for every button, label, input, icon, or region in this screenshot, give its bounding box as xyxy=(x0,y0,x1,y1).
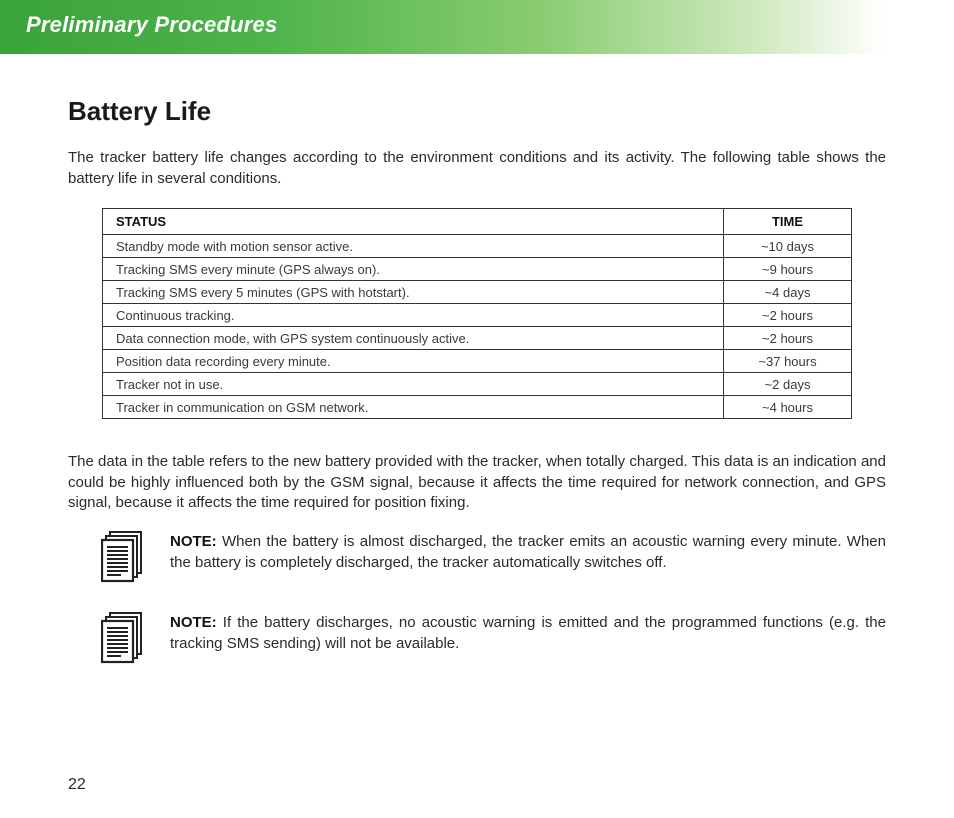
section-title: Preliminary Procedures xyxy=(26,12,278,37)
note-2 xyxy=(170,613,886,654)
status-cell: Tracking SMS every minute (GPS always on). xyxy=(103,258,724,281)
time-cell: ~4 days xyxy=(724,281,852,304)
page-title: Battery Life xyxy=(68,96,212,126)
status-cell: Tracking SMS every 5 minutes (GPS with hotstart). xyxy=(103,281,724,304)
time-cell: ~2 hours xyxy=(724,327,852,350)
table-row xyxy=(103,327,852,350)
status-cell: Position data recording every minute. xyxy=(103,350,724,373)
time-cell: ~2 hours xyxy=(724,304,852,327)
time-cell: ~9 hours xyxy=(724,258,852,281)
note-1 xyxy=(170,532,886,573)
note-label: NOTE: xyxy=(170,614,217,631)
table-row xyxy=(103,258,852,281)
status-cell: Continuous tracking. xyxy=(103,304,724,327)
note-label: NOTE: xyxy=(170,533,217,550)
column-header-time: TIME xyxy=(724,209,852,235)
table-header-row xyxy=(103,209,852,235)
section-banner xyxy=(0,0,885,54)
column-header-status: STATUS xyxy=(103,209,724,235)
battery-data-paragraph: The data in the table refers to the new battery provided with the tracker, when totally charged. This data is an indication and could be highly influenced both by the GSM signal, because it affects the time required for network connection, and GPS signal, because it affects the time required for position fixing. xyxy=(68,453,886,511)
time-cell: ~37 hours xyxy=(724,350,852,373)
table-row xyxy=(103,396,852,419)
table-row xyxy=(103,350,852,373)
status-cell: Tracker not in use. xyxy=(103,373,724,396)
note-text: When the battery is almost discharged, the tracker emits an acoustic warning every minute. When the battery is completely discharged, the tracker automatically switches off. xyxy=(170,533,886,571)
time-cell: ~10 days xyxy=(724,235,852,258)
page-number: 22 xyxy=(68,776,86,793)
table-row xyxy=(103,281,852,304)
battery-life-table xyxy=(102,208,852,419)
time-cell: ~2 days xyxy=(724,373,852,396)
table-row xyxy=(103,304,852,327)
status-cell: Standby mode with motion sensor active. xyxy=(103,235,724,258)
table-row xyxy=(103,373,852,396)
status-cell: Tracker in communication on GSM network. xyxy=(103,396,724,419)
table-row xyxy=(103,235,852,258)
document-stack-icon xyxy=(101,612,143,664)
document-stack-icon xyxy=(101,531,143,583)
intro-paragraph: The tracker battery life changes according to the environment conditions and its activity. The following table shows the battery life in several conditions. xyxy=(68,149,886,187)
time-cell: ~4 hours xyxy=(724,396,852,419)
status-cell: Data connection mode, with GPS system continuously active. xyxy=(103,327,724,350)
note-text: If the battery discharges, no acoustic warning is emitted and the programmed functions (e.g. the tracking SMS sending) will not be available. xyxy=(170,614,886,652)
